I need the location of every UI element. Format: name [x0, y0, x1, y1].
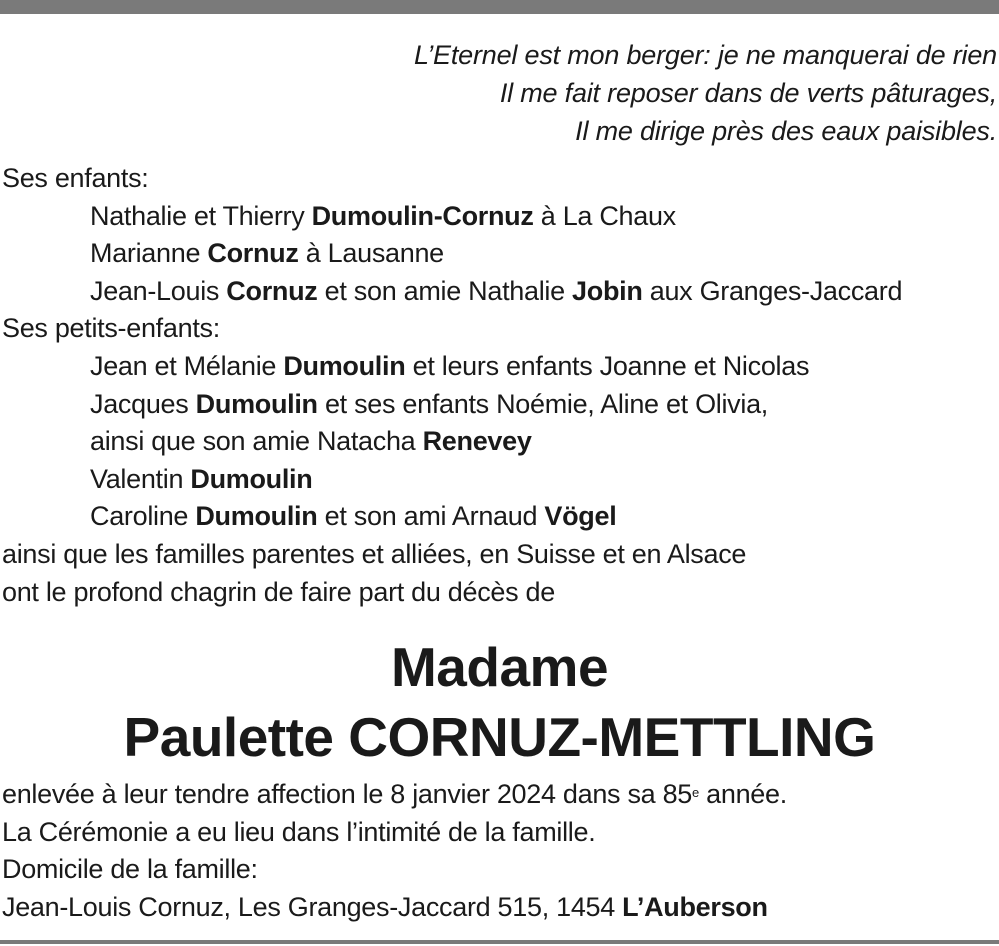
- deceased-name-block: [0, 632, 999, 772]
- verse-line-3: Il me dirige près des eaux paisibles.: [575, 116, 997, 146]
- surname: Dumoulin: [190, 463, 313, 494]
- surname: Cornuz: [207, 238, 299, 269]
- death-notice-line: enlevée à leur tendre affection le 8 janvier 2024 dans sa 85e année.: [2, 779, 787, 809]
- surname: Vögel: [544, 501, 617, 532]
- town-name: L’Auberson: [622, 891, 768, 922]
- grandchild-entry: ainsi que son amie Natacha Renevey: [90, 426, 532, 457]
- child-entry: Marianne Cornuz à Lausanne: [90, 238, 444, 269]
- psalm-verse: [414, 36, 997, 150]
- top-rule: [0, 0, 999, 14]
- bottom-rule: [0, 940, 999, 944]
- closing-details: [2, 776, 787, 926]
- family-address: Jean-Louis Cornuz, Les Granges-Jaccard 515, 1454 L’Auberson: [2, 891, 768, 922]
- grandchildren-heading: Ses petits-enfants:: [2, 313, 220, 344]
- relatives-line: ainsi que les familles parentes et alliées, en Suisse et en Alsace: [2, 538, 747, 569]
- family-list: [2, 160, 902, 611]
- domicile-label: Domicile de la famille:: [2, 854, 258, 885]
- announce-line: ont le profond chagrin de faire part du décès de: [2, 576, 555, 607]
- surname: Cornuz: [226, 275, 318, 306]
- child-entry: Jean-Louis Cornuz et son amie Nathalie Jobin aux Granges-Jaccard: [90, 275, 903, 306]
- grandchild-entry: Jean et Mélanie Dumoulin et leurs enfants Joanne et Nicolas: [90, 350, 810, 381]
- verse-line-2: Il me fait reposer dans de verts pâturages,: [499, 78, 997, 108]
- surname: Dumoulin: [195, 388, 318, 419]
- surname: Dumoulin-Cornuz: [311, 200, 534, 231]
- surname: Renevey: [422, 426, 532, 457]
- grandchild-entry: Valentin Dumoulin: [90, 463, 313, 494]
- grandchild-entry: Jacques Dumoulin et ses enfants Noémie, Aline et Olivia,: [90, 388, 768, 419]
- surname: Jobin: [572, 275, 643, 306]
- deceased-name: Paulette CORNUZ-METTLING: [123, 706, 876, 768]
- children-heading: Ses enfants:: [2, 163, 149, 193]
- grandchild-entry: Caroline Dumoulin et son ami Arnaud Vögel: [90, 501, 617, 532]
- surname: Dumoulin: [195, 501, 318, 532]
- ceremony-line: La Cérémonie a eu lieu dans l’intimité de la famille.: [2, 816, 596, 847]
- verse-line-1: L’Eternel est mon berger: je ne manquerai de rien: [413, 40, 997, 70]
- deceased-title: Madame: [390, 636, 609, 698]
- surname: Dumoulin: [283, 350, 406, 381]
- ordinal-suffix: e: [692, 785, 699, 800]
- child-entry: Nathalie et Thierry Dumoulin-Cornuz à La Chaux: [90, 200, 676, 231]
